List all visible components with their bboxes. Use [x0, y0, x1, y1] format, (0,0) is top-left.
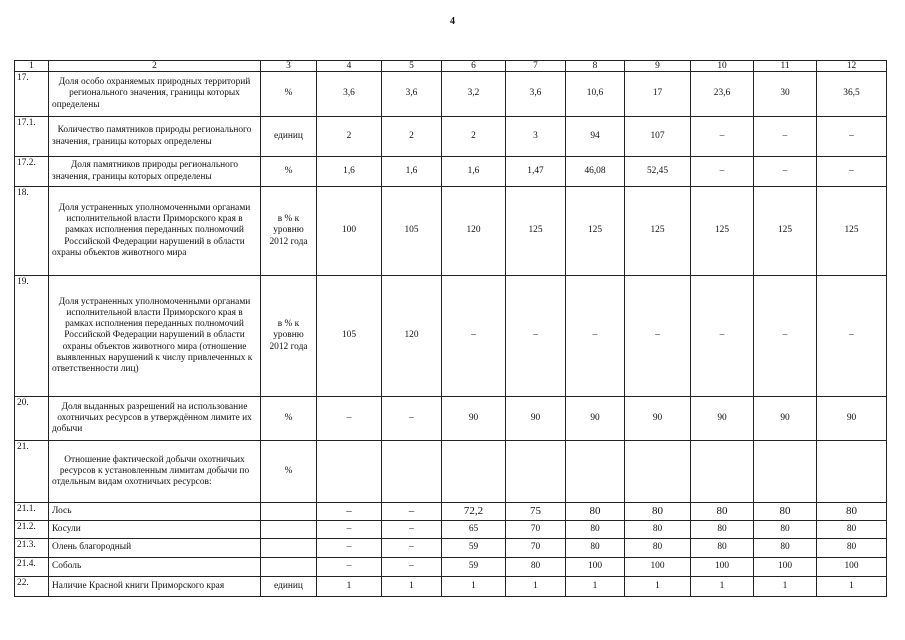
value-cell: 125 [625, 187, 691, 276]
value-cell: 70 [506, 539, 566, 558]
value-cell: 3,6 [506, 72, 566, 117]
header-cell: 6 [442, 61, 506, 72]
value-cell: 52,45 [625, 157, 691, 187]
value-cell: – [382, 539, 442, 558]
row-number-cell: 19. [15, 276, 49, 397]
table-body [15, 72, 887, 597]
value-cell: 125 [566, 187, 625, 276]
value-cell [566, 441, 625, 503]
indicator-name-cell: Доля устраненных уполномоченными органами исполнительной власти Приморского края в рамках исполнения переданных полномочий Российской Федерации нарушений в области охраны объектов животного мира [49, 187, 261, 276]
value-cell [442, 441, 506, 503]
value-cell: – [317, 521, 382, 539]
value-cell [754, 441, 817, 503]
value-cell [317, 441, 382, 503]
value-cell: 80 [625, 539, 691, 558]
header-cell: 8 [566, 61, 625, 72]
value-cell [625, 441, 691, 503]
value-cell: – [754, 276, 817, 397]
header-cell: 7 [506, 61, 566, 72]
value-cell: 17 [625, 72, 691, 117]
unit-cell [261, 558, 317, 577]
value-cell: 100 [566, 558, 625, 577]
table-row [15, 558, 887, 577]
header-cell: 4 [317, 61, 382, 72]
value-cell: – [625, 276, 691, 397]
value-cell: 100 [754, 558, 817, 577]
value-cell: 90 [754, 397, 817, 441]
value-cell: 120 [442, 187, 506, 276]
indicator-name-cell: Количество памятников природы регионального значения, границы которых определены [49, 117, 261, 157]
unit-cell: % [261, 72, 317, 117]
value-cell: – [506, 276, 566, 397]
value-cell: 65 [442, 521, 506, 539]
row-number-cell: 22. [15, 577, 49, 597]
value-cell: – [317, 503, 382, 521]
value-cell [382, 441, 442, 503]
value-cell: 46,08 [566, 157, 625, 187]
unit-cell [261, 521, 317, 539]
value-cell: 10,6 [566, 72, 625, 117]
page-number: 4 [450, 16, 455, 27]
value-cell: 2 [442, 117, 506, 157]
value-cell: – [691, 157, 754, 187]
indicator-name-cell: Соболь [49, 558, 261, 577]
value-cell: 59 [442, 558, 506, 577]
value-cell: 100 [691, 558, 754, 577]
table-row [15, 276, 887, 397]
value-cell: 3 [506, 117, 566, 157]
table-row [15, 521, 887, 539]
indicator-name-cell: Доля выданных разрешений на использование охотничьих ресурсов в утверждённом лимите их добычи [49, 397, 261, 441]
value-cell: – [754, 117, 817, 157]
value-cell: 23,6 [691, 72, 754, 117]
value-cell: 90 [691, 397, 754, 441]
table-header-row [15, 61, 887, 72]
indicator-name-cell: Косули [49, 521, 261, 539]
value-cell: 80 [506, 558, 566, 577]
table-row [15, 503, 887, 521]
row-number-cell: 17. [15, 72, 49, 117]
value-cell: 125 [691, 187, 754, 276]
header-cell: 12 [817, 61, 887, 72]
unit-cell: единиц [261, 117, 317, 157]
header-cell: 2 [49, 61, 261, 72]
value-cell: – [382, 521, 442, 539]
indicator-name-cell: Доля устраненных уполномоченными органами исполнительной власти Приморского края в рамках исполнения переданных полномочий Российской Федерации нарушений в области охраны объектов животного мира (отношение выявленных нарушений к числу привлеченных к ответственности лиц) [49, 276, 261, 397]
indicator-name-cell: Наличие Красной книги Приморского края [49, 577, 261, 597]
value-cell: 120 [382, 276, 442, 397]
value-cell: 80 [691, 503, 754, 521]
value-cell: 125 [506, 187, 566, 276]
row-number-cell: 21.4. [15, 558, 49, 577]
value-cell: – [691, 117, 754, 157]
value-cell: 1 [566, 577, 625, 597]
value-cell: 3,6 [382, 72, 442, 117]
value-cell: 80 [754, 503, 817, 521]
table-row [15, 187, 887, 276]
header-cell: 1 [15, 61, 49, 72]
unit-cell: % [261, 157, 317, 187]
table-row [15, 72, 887, 117]
value-cell [691, 441, 754, 503]
value-cell: 2 [382, 117, 442, 157]
value-cell: 80 [625, 521, 691, 539]
row-number-cell: 18. [15, 187, 49, 276]
value-cell: 70 [506, 521, 566, 539]
value-cell: 36,5 [817, 72, 887, 117]
value-cell: 80 [754, 521, 817, 539]
value-cell: – [382, 503, 442, 521]
value-cell: 90 [566, 397, 625, 441]
value-cell: – [317, 558, 382, 577]
value-cell: 80 [754, 539, 817, 558]
value-cell: – [754, 157, 817, 187]
value-cell: – [442, 276, 506, 397]
value-cell: 125 [817, 187, 887, 276]
unit-cell [261, 539, 317, 558]
value-cell: – [566, 276, 625, 397]
value-cell: 3,2 [442, 72, 506, 117]
value-cell: 1,6 [382, 157, 442, 187]
value-cell: 90 [817, 397, 887, 441]
table-row [15, 441, 887, 503]
table-row [15, 117, 887, 157]
row-number-cell: 17.2. [15, 157, 49, 187]
header-cell: 5 [382, 61, 442, 72]
value-cell: 80 [566, 503, 625, 521]
value-cell: 2 [317, 117, 382, 157]
value-cell: – [382, 558, 442, 577]
value-cell [506, 441, 566, 503]
value-cell: 1,47 [506, 157, 566, 187]
value-cell: 100 [625, 558, 691, 577]
indicator-name-cell: Доля особо охраняемых природных территорий регионального значения, границы которых определены [49, 72, 261, 117]
unit-cell: % [261, 441, 317, 503]
value-cell: 80 [691, 539, 754, 558]
unit-cell: в % к уровню 2012 года [261, 187, 317, 276]
value-cell: 80 [566, 539, 625, 558]
value-cell: 1,6 [317, 157, 382, 187]
value-cell: 80 [625, 503, 691, 521]
value-cell [817, 441, 887, 503]
value-cell: 72,2 [442, 503, 506, 521]
unit-cell: единиц [261, 577, 317, 597]
indicator-name-cell: Отношение фактической добычи охотничьих ресурсов к установленным лимитам добычи по отдельным видам охотничьих ресурсов: [49, 441, 261, 503]
header-cell: 3 [261, 61, 317, 72]
value-cell: 107 [625, 117, 691, 157]
value-cell: 1 [754, 577, 817, 597]
value-cell: 105 [317, 276, 382, 397]
unit-cell [261, 503, 317, 521]
row-number-cell: 21.3. [15, 539, 49, 558]
row-number-cell: 21.2. [15, 521, 49, 539]
table-row [15, 539, 887, 558]
value-cell: 100 [817, 558, 887, 577]
table-row [15, 577, 887, 597]
value-cell: 80 [817, 521, 887, 539]
value-cell: 30 [754, 72, 817, 117]
value-cell: 1 [442, 577, 506, 597]
value-cell: 90 [625, 397, 691, 441]
value-cell: 80 [691, 521, 754, 539]
value-cell: – [817, 117, 887, 157]
value-cell: 1 [691, 577, 754, 597]
value-cell: 80 [817, 503, 887, 521]
value-cell: – [317, 539, 382, 558]
unit-cell: % [261, 397, 317, 441]
value-cell: – [817, 157, 887, 187]
value-cell: – [817, 276, 887, 397]
row-number-cell: 21. [15, 441, 49, 503]
value-cell: – [691, 276, 754, 397]
header-cell: 10 [691, 61, 754, 72]
table-row [15, 157, 887, 187]
row-number-cell: 21.1. [15, 503, 49, 521]
indicator-name-cell: Олень благородный [49, 539, 261, 558]
indicator-name-cell: Лось [49, 503, 261, 521]
row-number-cell: 17.1. [15, 117, 49, 157]
value-cell: 1,6 [442, 157, 506, 187]
value-cell: 80 [817, 539, 887, 558]
value-cell: 1 [817, 577, 887, 597]
row-number-cell: 20. [15, 397, 49, 441]
indicators-table [14, 60, 887, 597]
value-cell: 59 [442, 539, 506, 558]
value-cell: 90 [442, 397, 506, 441]
value-cell: 105 [382, 187, 442, 276]
value-cell: 3,6 [317, 72, 382, 117]
indicator-name-cell: Доля памятников природы регионального значения, границы которых определены [49, 157, 261, 187]
value-cell: 1 [382, 577, 442, 597]
value-cell: 100 [317, 187, 382, 276]
header-cell: 9 [625, 61, 691, 72]
value-cell: 80 [566, 521, 625, 539]
value-cell: 1 [317, 577, 382, 597]
value-cell: 94 [566, 117, 625, 157]
table-row [15, 397, 887, 441]
header-cell: 11 [754, 61, 817, 72]
value-cell: – [382, 397, 442, 441]
value-cell: 75 [506, 503, 566, 521]
unit-cell: в % к уровню 2012 года [261, 276, 317, 397]
value-cell: 90 [506, 397, 566, 441]
value-cell: – [317, 397, 382, 441]
value-cell: 125 [754, 187, 817, 276]
value-cell: 1 [625, 577, 691, 597]
value-cell: 1 [506, 577, 566, 597]
